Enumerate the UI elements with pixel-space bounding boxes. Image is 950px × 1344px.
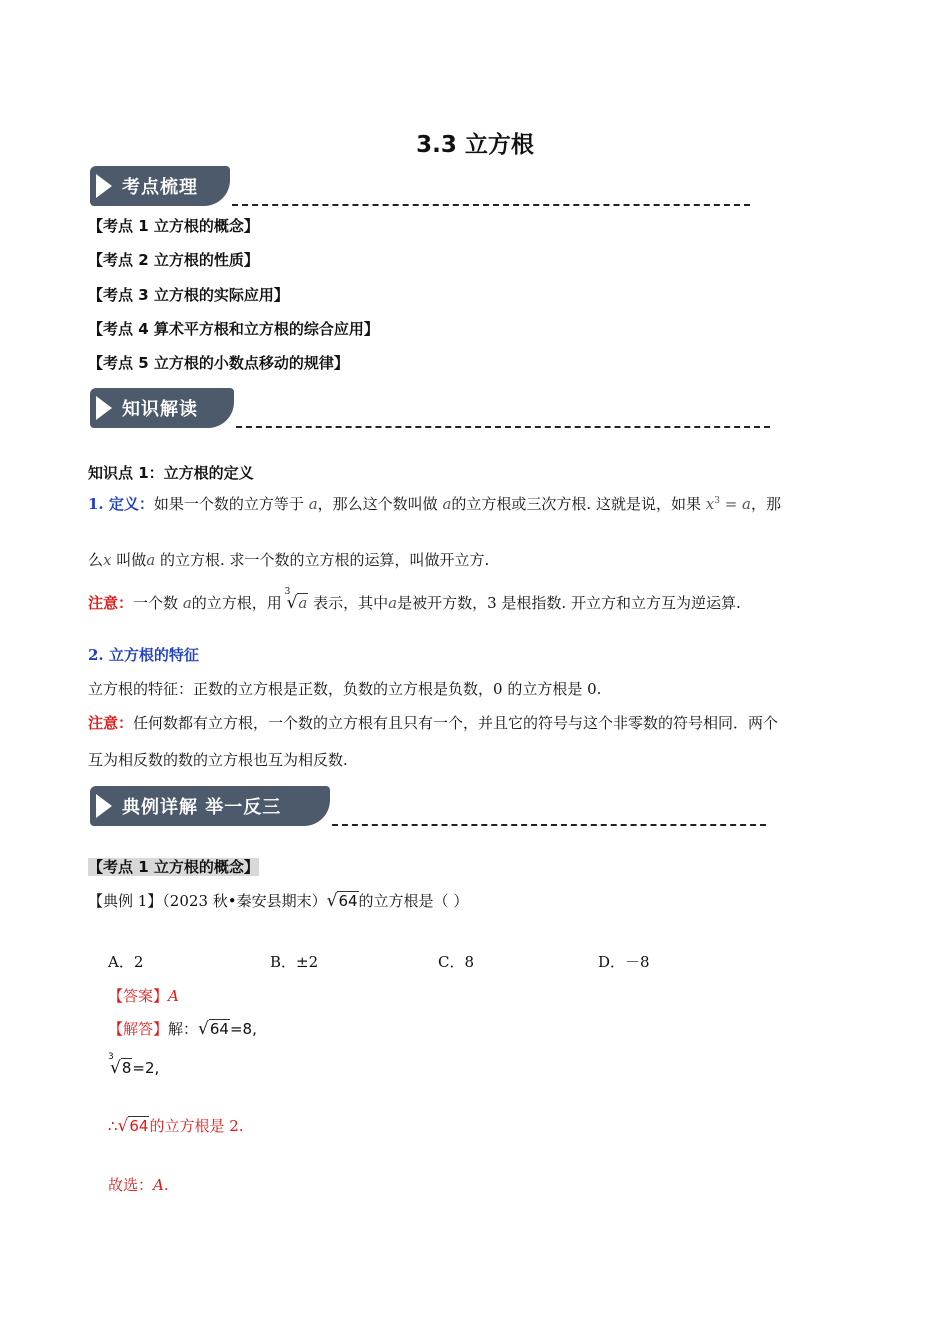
note-line-2 xyxy=(88,712,778,733)
option-b: B．±2 xyxy=(270,953,319,971)
solution-label: 【解答】 xyxy=(108,1020,169,1038)
text: 的立方根是（ ） xyxy=(358,892,469,910)
note-line-3: 互为相反数的数的立方根也互为相反数. xyxy=(88,751,348,769)
answer-label: 【答案】 xyxy=(108,987,169,1005)
option-d: D．－8 xyxy=(598,953,650,971)
page-title: 3.3 立方根 xyxy=(416,132,534,158)
banner-tab xyxy=(90,166,230,206)
play-arrow-icon xyxy=(96,794,112,818)
note-label: 注意： xyxy=(88,714,134,732)
answer-line xyxy=(108,985,179,1006)
banner-kaodian xyxy=(90,166,752,212)
radicand: 8 xyxy=(121,1059,132,1077)
text: . xyxy=(163,1176,169,1194)
solution-line xyxy=(108,1018,257,1039)
equation-tail: =2, xyxy=(132,1059,160,1077)
play-arrow-icon xyxy=(96,174,112,198)
text: 表示，其中 xyxy=(313,594,389,612)
exponent: 3 xyxy=(714,496,720,506)
banner-zhishi xyxy=(90,388,772,434)
equation-tail: =8, xyxy=(229,1020,257,1038)
radicand: 64 xyxy=(338,892,358,910)
note-line-1 xyxy=(88,587,741,613)
banner-label: 知识解读 xyxy=(122,399,198,420)
definition-line-2 xyxy=(88,549,489,570)
choose-line xyxy=(108,1174,169,1195)
variable-a: a xyxy=(388,594,398,612)
example-question xyxy=(88,890,468,911)
root-index: 3 xyxy=(108,1052,114,1062)
answer-value: A xyxy=(168,987,179,1005)
banner-tab xyxy=(90,786,330,826)
dashed-divider xyxy=(232,204,750,206)
option-a: A．2 xyxy=(108,953,144,971)
therefore-symbol: ∴ xyxy=(108,1117,118,1135)
text: 故选： xyxy=(108,1176,154,1194)
variable-a: a xyxy=(308,495,318,513)
text: 是被开方数，3 是根指数. 开立方和立方互为逆运算. xyxy=(397,594,741,612)
outline-item: 【考点 5 立方根的小数点移动的规律】 xyxy=(88,354,349,372)
example-section-label xyxy=(88,856,259,877)
variable-x: x xyxy=(705,495,715,513)
text: ，那么这个数叫做 xyxy=(317,495,438,513)
text: 么 xyxy=(88,551,104,569)
cube-root-8: 3 √8 xyxy=(108,1052,132,1078)
text: 任何数都有立方根，一个数的立方根有且只有一个，并且它的符号与这个非零数的符号相同．两个 xyxy=(133,714,779,732)
outline-item: 【考点 3 立方根的实际应用】 xyxy=(88,286,289,304)
text: 【典例 1】（2023 秋•秦安县期末） xyxy=(88,892,327,910)
dashed-divider xyxy=(332,824,766,826)
variable-a: a xyxy=(442,495,452,513)
square-root-64: √64 xyxy=(198,1019,229,1039)
choose-value: A xyxy=(153,1176,164,1194)
root-index: 3 xyxy=(284,587,291,597)
conclusion-line xyxy=(108,1115,244,1136)
variable-a: a xyxy=(146,551,156,569)
option-c: C．8 xyxy=(438,953,475,971)
definition-colon: ： xyxy=(138,495,154,513)
definition-line-1 xyxy=(88,493,781,514)
radicand: 64 xyxy=(209,1020,229,1038)
cube-root-a: 3 √a xyxy=(284,587,308,613)
equals-a: = a xyxy=(719,495,751,513)
play-arrow-icon xyxy=(96,396,112,420)
outline-item: 【考点 1 立方根的概念】 xyxy=(88,217,259,235)
text: 的立方根，用 xyxy=(191,594,282,612)
knowledge-heading: 知识点 1：立方根的定义 xyxy=(88,464,254,482)
highlighted-label: 【考点 1 立方根的概念】 xyxy=(88,858,259,876)
text: 如果一个数的立方等于 xyxy=(153,495,304,513)
feature-text: 立方根的特征：正数的立方根是正数，负数的立方根是负数，0 的立方根是 0. xyxy=(88,680,602,698)
radicand: a xyxy=(298,594,308,612)
outline-item: 【考点 2 立方根的性质】 xyxy=(88,251,259,269)
definition-label: 1. 定义 xyxy=(88,495,139,513)
note-label: 注意： xyxy=(88,594,134,612)
square-root-64: √64 xyxy=(326,891,358,911)
variable-x: x xyxy=(103,551,112,569)
banner-dianli xyxy=(90,786,768,832)
cube-root-line xyxy=(108,1052,160,1078)
outline-item: 【考点 4 算术平方根和立方根的综合应用】 xyxy=(88,320,379,338)
variable-a: a xyxy=(182,594,192,612)
text: 的立方根是 2. xyxy=(149,1117,244,1135)
text: 的立方根或三次方根. 这就是说，如果 xyxy=(451,495,701,513)
banner-tab xyxy=(90,388,234,428)
feature-heading: 2. 立方根的特征 xyxy=(88,646,199,664)
dashed-divider xyxy=(236,426,770,428)
banner-label: 考点梳理 xyxy=(122,177,198,198)
radicand: 64 xyxy=(129,1117,149,1135)
text: 叫做 xyxy=(116,551,147,569)
banner-label: 典例详解 举一反三 xyxy=(122,797,282,818)
text: 的立方根. 求一个数的立方根的运算，叫做开立方. xyxy=(160,551,490,569)
square-root-64: √64 xyxy=(117,1116,149,1136)
text: ，那 xyxy=(751,495,782,513)
text: 一个数 xyxy=(133,594,179,612)
text: 解： xyxy=(168,1020,199,1038)
